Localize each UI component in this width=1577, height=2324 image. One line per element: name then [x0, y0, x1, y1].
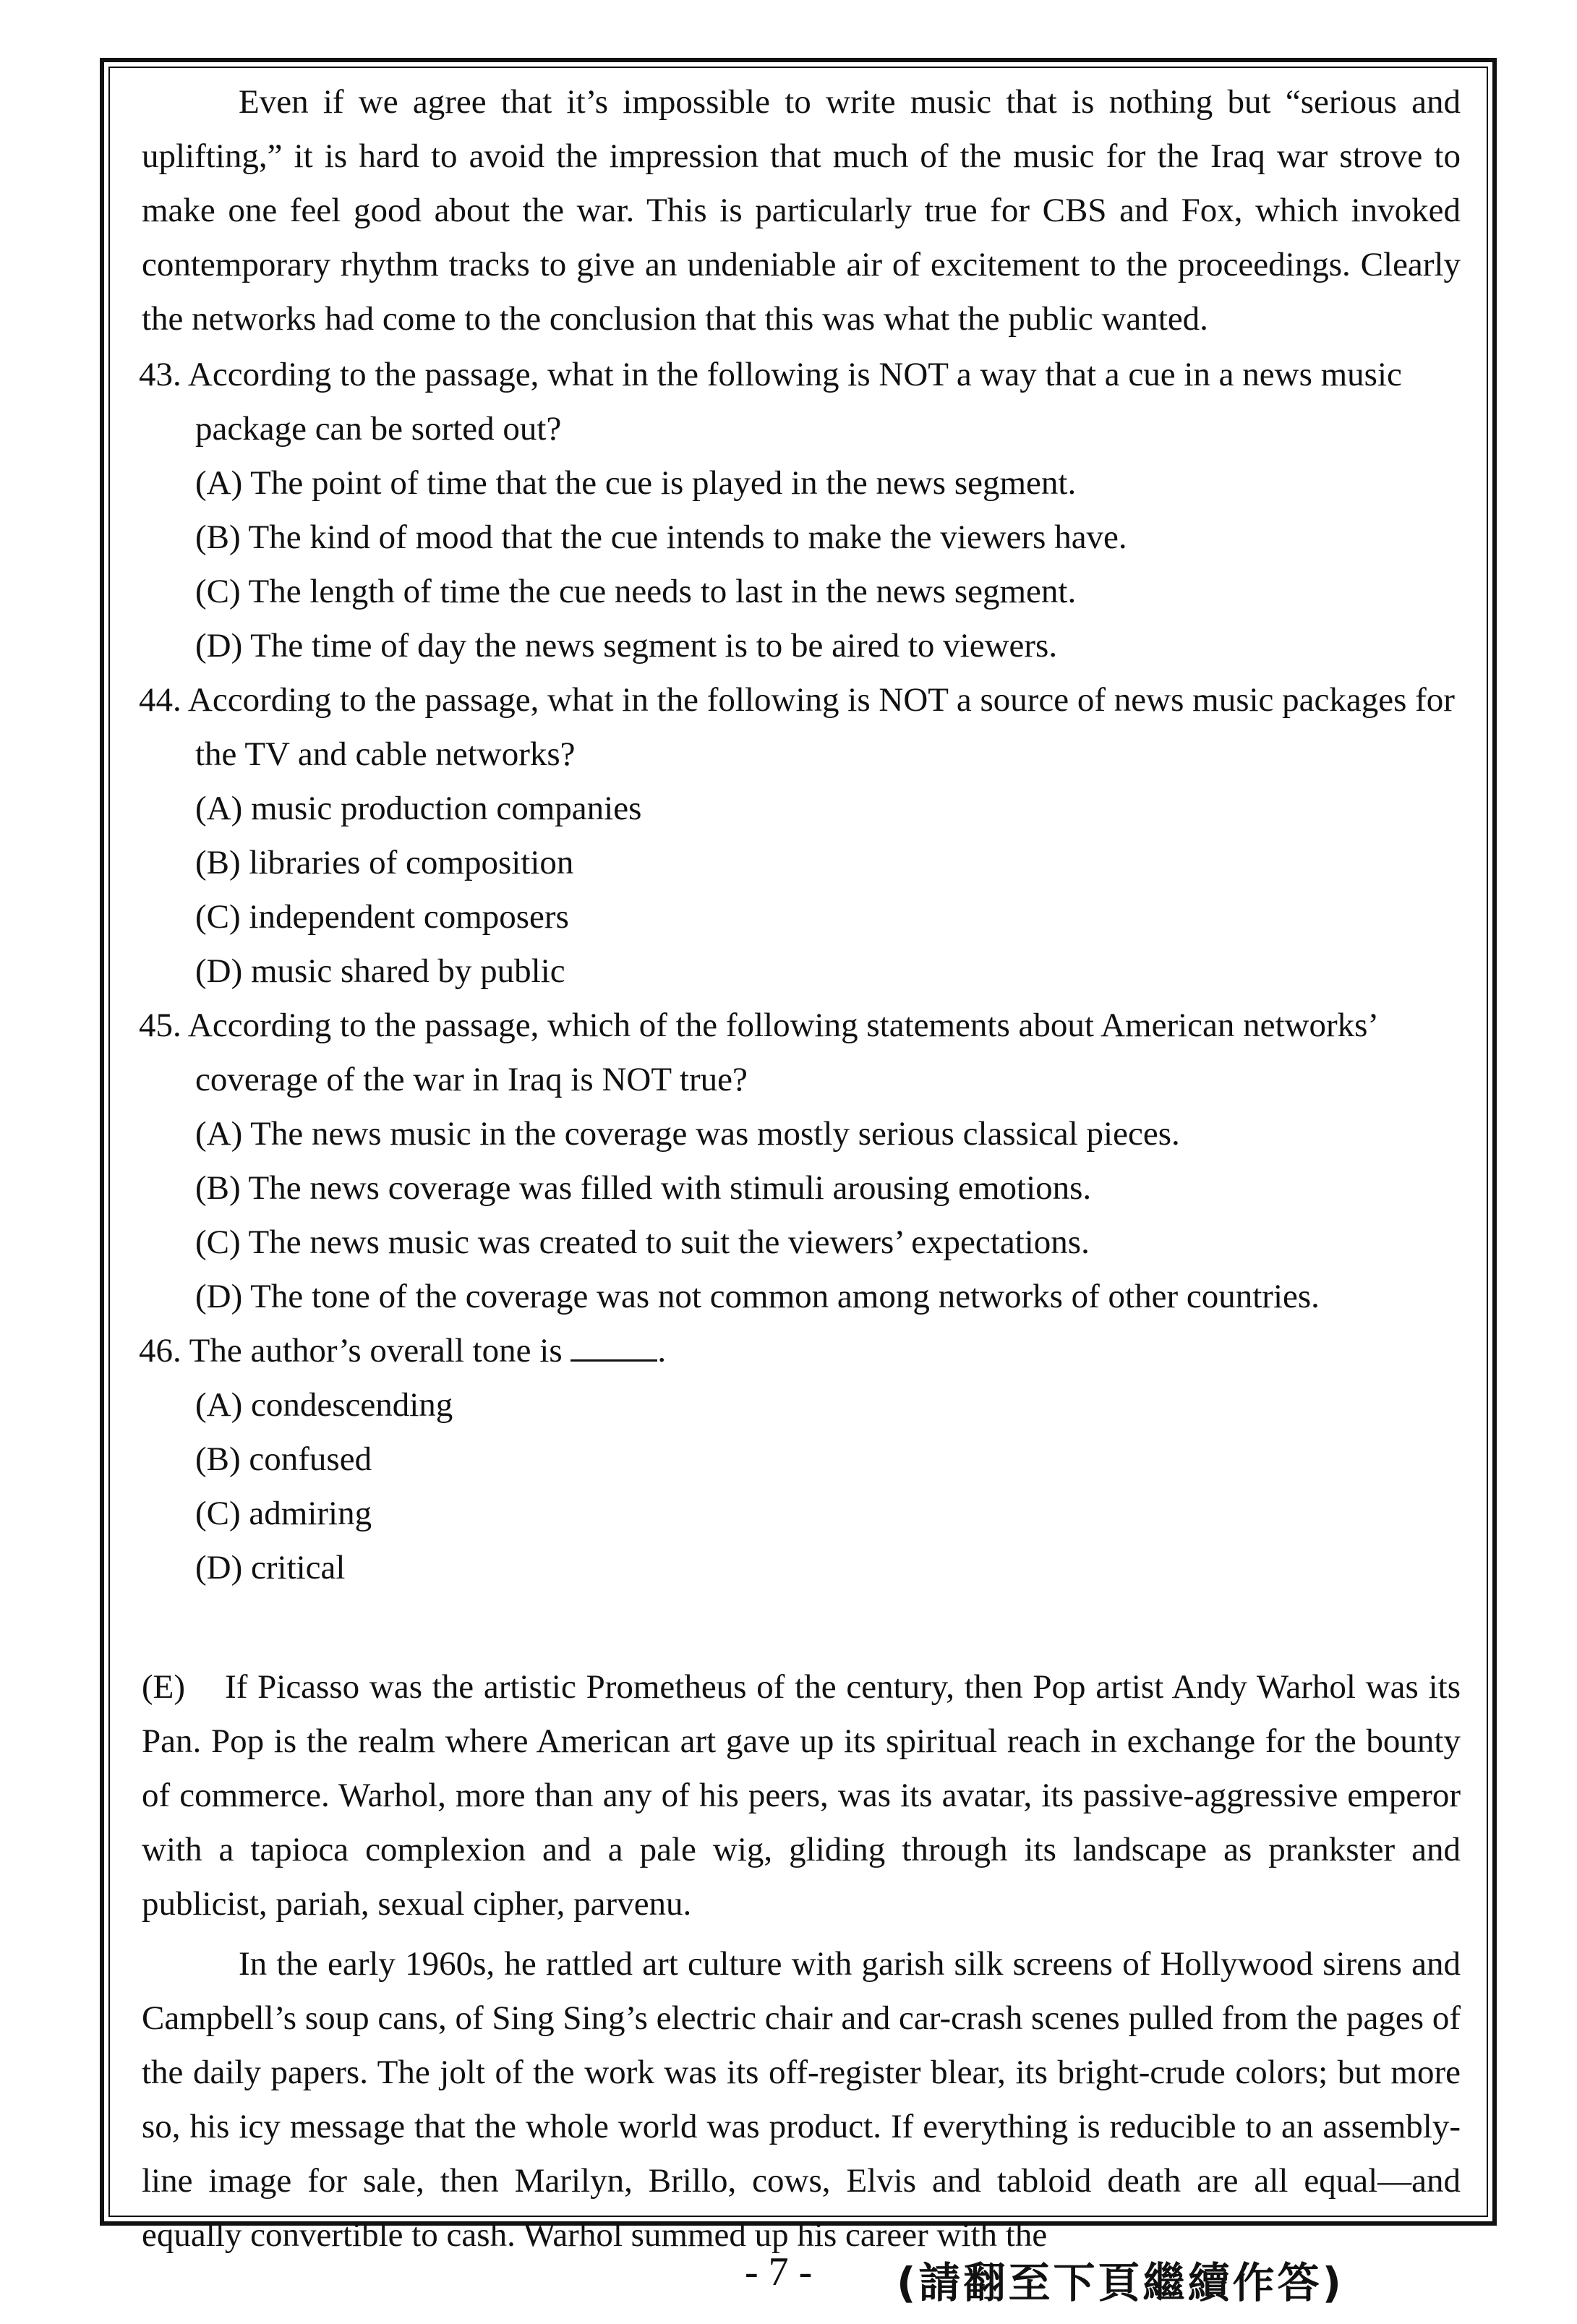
option-c: (C) independent composers	[195, 898, 569, 936]
question-45	[139, 999, 1484, 1324]
option-b: (B) The kind of mood that the cue intends to make the viewers have.	[195, 518, 1127, 556]
option-a: (A) The news music in the coverage was mostly serious classical pieces.	[195, 1115, 1180, 1153]
option-d: (D) The time of day the news segment is to be aired to viewers.	[195, 627, 1058, 665]
question-stem: 43. According to the passage, what in the following is NOT a way that a cue in a news music package can be sorted out?	[139, 356, 1402, 448]
answer-blank	[570, 1330, 657, 1362]
option-d: (D) critical	[195, 1549, 346, 1586]
option-d: (D) music shared by public	[195, 952, 565, 990]
question-46	[139, 1324, 1484, 1595]
content-frame	[100, 58, 1497, 2254]
question-43	[139, 348, 1484, 673]
option-b: (B) The news coverage was filled with stimuli arousing emotions.	[195, 1169, 1092, 1207]
option-a: (A) The point of time that the cue is played in the news segment.	[195, 464, 1077, 502]
option-c: (C) admiring	[195, 1495, 372, 1532]
option-d: (D) The tone of the coverage was not common among networks of other countries.	[195, 1278, 1320, 1315]
option-a: (A) music production companies	[195, 790, 642, 827]
question-stem: 45. According to the passage, which of the following statements about American networks’ coverage of the war in Iraq is NOT true?	[139, 1007, 1377, 1098]
page-number: - 7 -	[745, 2250, 813, 2294]
passage-e-paragraph-2: In the early 1960s, he rattled art culture with garish silk screens of Hollywood sirens and Campbell’s soup cans, of Sing Sing’s electric chair and car-crash scenes pulled from the pages of the daily papers. The jolt of the work was its off-register blear, its bright-crude colors; but more so, his icy message that the whole world was product. If everything is reducible to an assembly-line image for sale, then Marilyn, Brillo, cows, Elvis and tabloid death are all equal—and equally convertible to cash. Warhol summed up his career with the	[142, 1945, 1461, 2254]
passage-d-last-paragraph: Even if we agree that it’s impossible to write music that is nothing but “serious and uplifting,” it is hard to avoid the impression that much of the music for the Iraq war strove to make one feel good about the war. This is particularly true for CBS and Fox, which invoked contemporary rhythm tracks to give an undeniable air of excitement to the proceedings. Clearly the networks had come to the conclusion that this was what the public wanted.	[142, 83, 1461, 338]
option-b: (B) libraries of composition	[195, 844, 574, 881]
continue-note: (請翻至下頁繼續作答)	[897, 2258, 1345, 2307]
passage-e-paragraph-1: (E) If Picasso was the artistic Prometheus of the century, then Pop artist Andy Warhol was its Pan. Pop is the realm where American art gave up its spiritual reach in exchange for the bounty of commerce. Warhol, more than any of his peers, was its avatar, its passive-aggressive emperor with a tapioca complexion and a pale wig, gliding through its landscape as prankster and publicist, pariah, sexual cipher, parvenu.	[142, 1668, 1461, 1923]
page-footer	[0, 2249, 1577, 2314]
question-stem: 46. The author’s overall tone is .	[139, 1332, 667, 1370]
option-b: (B) confused	[195, 1440, 372, 1478]
option-c: (C) The length of time the cue needs to last in the news segment.	[195, 573, 1077, 610]
question-stem: 44. According to the passage, what in the following is NOT a source of news music packages for the TV and cable networks?	[139, 681, 1455, 773]
option-a: (A) condescending	[195, 1386, 453, 1424]
passage-label: (E)	[142, 1668, 186, 1706]
option-c: (C) The news music was created to suit the viewers’ expectations.	[195, 1223, 1090, 1261]
question-44	[139, 673, 1484, 999]
